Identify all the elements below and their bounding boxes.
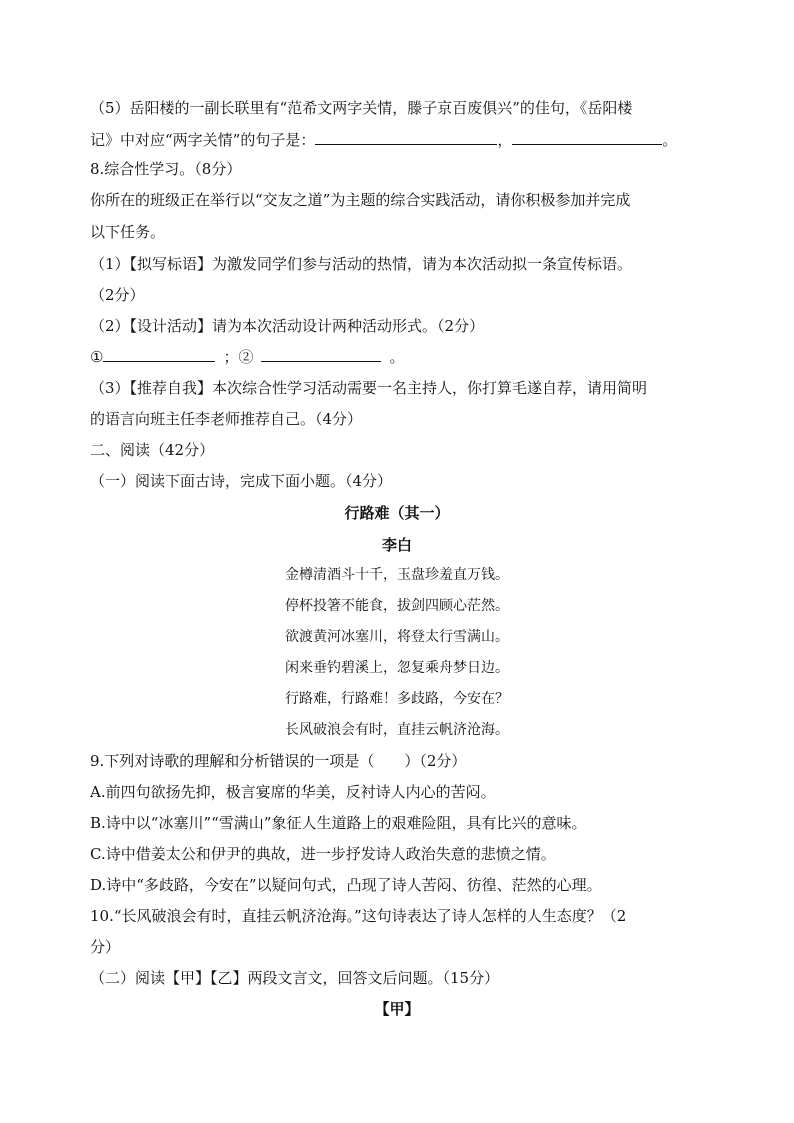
section2-title: 二、阅读（42分） [90, 441, 215, 459]
q9-option-a: A.前四句欲扬先抑，极言宴席的华美，反衬诗人内心的苦闷。 [90, 783, 496, 801]
q9-option-d: D.诗中“多歧路，今安在”以疑问句式，凸现了诗人苦闷、彷徨、茫然的心理。 [90, 876, 602, 894]
section2-part1-title: （一）阅读下面古诗，完成下面小题。（4分） [90, 472, 393, 490]
poem-line: 长风破浪会有时，直挂云帆济沧海。 [285, 722, 509, 738]
poem-title: 行路难（其一） [344, 504, 450, 522]
q8-intro-line1: 你所在的班级正在举行以“交友之道”为主题的综合实践活动，请你积极参加并完成 [90, 191, 631, 209]
q9-option-b: B.诗中以“冰塞川”“雪满山”象征人生道路上的艰难险阻，具有比兴的意味。 [90, 814, 587, 832]
part2-jia-heading: 【甲】 [374, 1000, 420, 1018]
q8-title: 8.综合性学习。（8分） [90, 160, 242, 178]
poem-line: 停杯投箸不能食，拔剑四顾心茫然。 [285, 598, 509, 614]
q10-line2: 分） [90, 938, 121, 956]
q8-task2: （2）【设计活动】请为本次活动设计两种活动形式。（2分） [90, 317, 485, 335]
q8-task3-line1: （3）【推荐自我】本次综合性学习活动需要一名主持人，你打算毛遂自荐，请用简明 [90, 379, 648, 397]
q8-intro-line2: 以下任务。 [90, 223, 166, 241]
activity-blank-2[interactable] [261, 347, 381, 362]
period: 。 [389, 348, 405, 366]
poem-line: 欲渡黄河冰塞川，将登太行雪满山。 [285, 629, 509, 645]
q10-line1: 10.“长风破浪会有时，直挂云帆济沧海。”这句诗表达了诗人怎样的人生态度？（2 [90, 907, 627, 925]
poem-author: 李白 [381, 536, 412, 554]
q7-sub5-line2 [90, 130, 710, 150]
poem-line: 行路难，行路难！多歧路，今安在？ [285, 691, 509, 707]
activity-blank-1[interactable] [103, 347, 215, 362]
answer-blank-2[interactable] [512, 130, 662, 145]
poem-line: 闲来垂钓碧溪上，忽复乘舟梦日边。 [285, 660, 509, 676]
q9-stem: 9.下列对诗歌的理解和分析错误的一项是（ ）（2分） [90, 752, 467, 770]
circled-two: ；② [223, 348, 254, 366]
answer-blank-1[interactable] [315, 130, 497, 145]
period: 。 [662, 131, 678, 149]
q8-task1-line1: （1）【拟写标语】为激发同学们参与活动的热情，请为本次活动拟一条宣传标语。 [90, 255, 633, 273]
part2-title: （二）阅读【甲】【乙】两段文言文，回答文后问题。（15分） [90, 969, 500, 987]
q8-task1-line2: （2分） [90, 286, 145, 304]
q8-task3-line2: 的语言向班主任李老师推荐自己。（4分） [90, 410, 363, 428]
q7-sub5-line1: （5）岳阳楼的一副长联里有“范希文两字关情，滕子京百废俱兴”的佳句，《岳阳楼 [90, 99, 633, 117]
poem-line: 金樽清酒斗十千，玉盘珍羞直万钱。 [285, 567, 509, 583]
q7-sub5-prompt: 记》中对应“两字关情”的句子是： [90, 131, 316, 149]
separator: ， [497, 131, 513, 149]
circled-one: ① [90, 348, 104, 366]
q8-task2-answers [90, 347, 710, 367]
q9-option-c: C.诗中借姜太公和伊尹的典故，进一步抒发诗人政治失意的悲愤之情。 [90, 845, 556, 863]
